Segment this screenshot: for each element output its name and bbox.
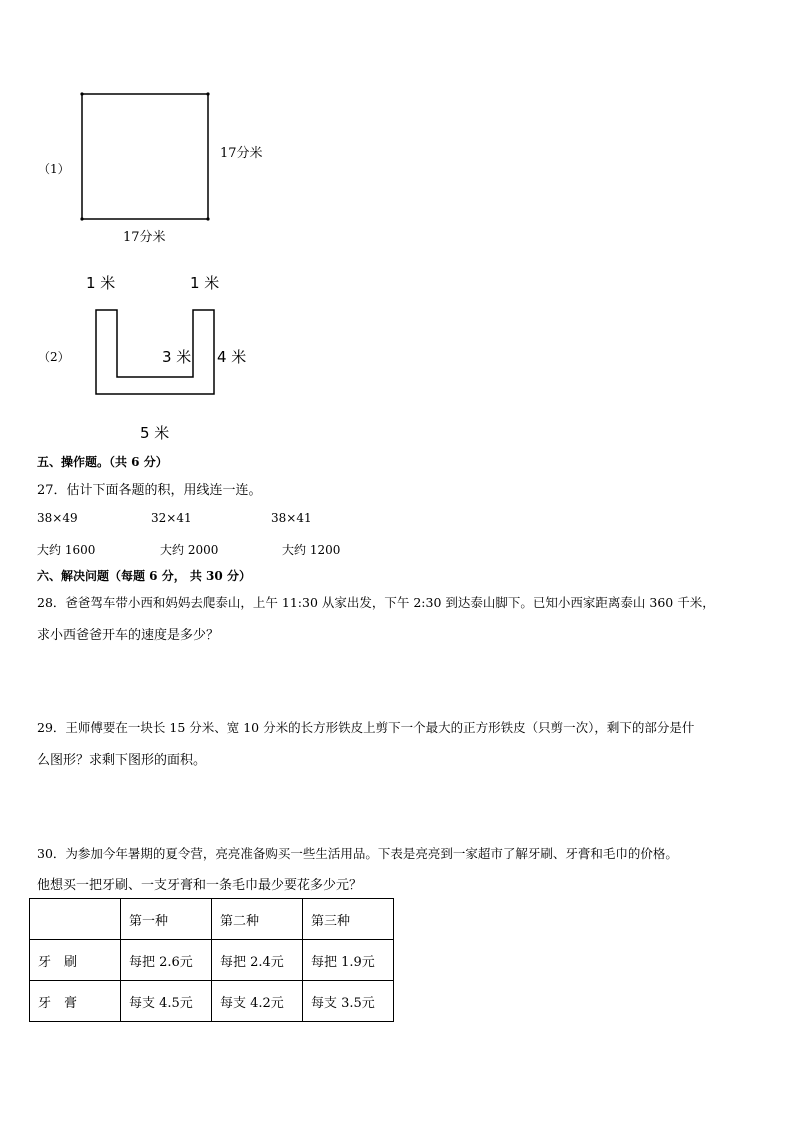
table-cell: 每支 3.5元 <box>303 981 394 1022</box>
q29-line1: 29．王师傅要在一块长 15 分米、宽 10 分米的长方形铁皮上剪下一个最大的正方形铁皮（只剪一次），剩下的部分是什 <box>37 720 695 735</box>
corner-dot <box>80 92 83 95</box>
q27-answer-2: 大约 2000 <box>160 543 219 557</box>
q28-line2: 求小西爸爸开车的速度是多少？ <box>37 628 220 643</box>
fig1-side-right: 17分米 <box>220 146 263 161</box>
table-row <box>30 940 394 981</box>
u-shape-figure <box>90 305 220 400</box>
table-row-label: 牙 膏 <box>30 981 121 1022</box>
table-cell: 每把 2.6元 <box>121 940 212 981</box>
table-header-cell: 第一种 <box>121 899 212 940</box>
fig2-inner-depth: 3 米 <box>162 348 192 366</box>
fig1-label: （1） <box>38 162 70 176</box>
table-header-cell: 第三种 <box>303 899 394 940</box>
corner-dot <box>80 217 83 220</box>
fig2-bottom: 5 米 <box>140 424 170 442</box>
u-shape-outline <box>96 310 214 394</box>
table-cell: 每把 1.9元 <box>303 940 394 981</box>
section6-heading: 六、解决问题（每题 6 分， 共 30 分） <box>37 569 251 583</box>
q30-line1: 30．为参加今年暑期的夏令营，亮亮准备购买一些生活用品。下表是亮亮到一家超市了解牙刷、牙膏和毛巾的价格。 <box>37 846 678 861</box>
q27-expr-3: 38×41 <box>271 511 312 525</box>
q28-line1: 28．爸爸驾车带小西和妈妈去爬泰山，上午 11:30 从家出发，下午 2:30 到达泰山脚下。已知小西家距离泰山 360 千米， <box>37 595 715 610</box>
q27-expr-1: 38×49 <box>37 511 78 525</box>
q30-line2: 他想买一把牙刷、一支牙膏和一条毛巾最少要花多少元？ <box>37 878 363 893</box>
corner-dot <box>206 92 209 95</box>
q27-expr-2: 32×41 <box>151 511 192 525</box>
fig2-outer-height: 4 米 <box>217 348 247 366</box>
q27-answer-1: 大约 1600 <box>37 543 96 557</box>
table-cell: 每把 2.4元 <box>212 940 303 981</box>
table-header-row <box>30 899 394 940</box>
table-header-cell: 第二种 <box>212 899 303 940</box>
fig1-side-bottom: 17分米 <box>123 230 166 245</box>
fig2-top-right: 1 米 <box>190 274 220 292</box>
q27-text: 27．估计下面各题的积，用线连一连。 <box>37 483 262 498</box>
price-table <box>29 898 394 1022</box>
corner-dot <box>206 217 209 220</box>
section5-heading: 五、操作题。（共 6 分） <box>37 455 168 469</box>
q27-answer-3: 大约 1200 <box>282 543 341 557</box>
fig2-label: （2） <box>38 350 70 364</box>
table-cell: 每支 4.2元 <box>212 981 303 1022</box>
square-figure <box>70 85 220 230</box>
table-row <box>30 981 394 1022</box>
square-outline <box>82 94 208 219</box>
table-row-label: 牙 刷 <box>30 940 121 981</box>
table-header-cell <box>30 899 121 940</box>
q29-line2: 么图形？求剩下图形的面积。 <box>37 753 207 768</box>
table-cell: 每支 4.5元 <box>121 981 212 1022</box>
fig2-top-left: 1 米 <box>86 274 116 292</box>
